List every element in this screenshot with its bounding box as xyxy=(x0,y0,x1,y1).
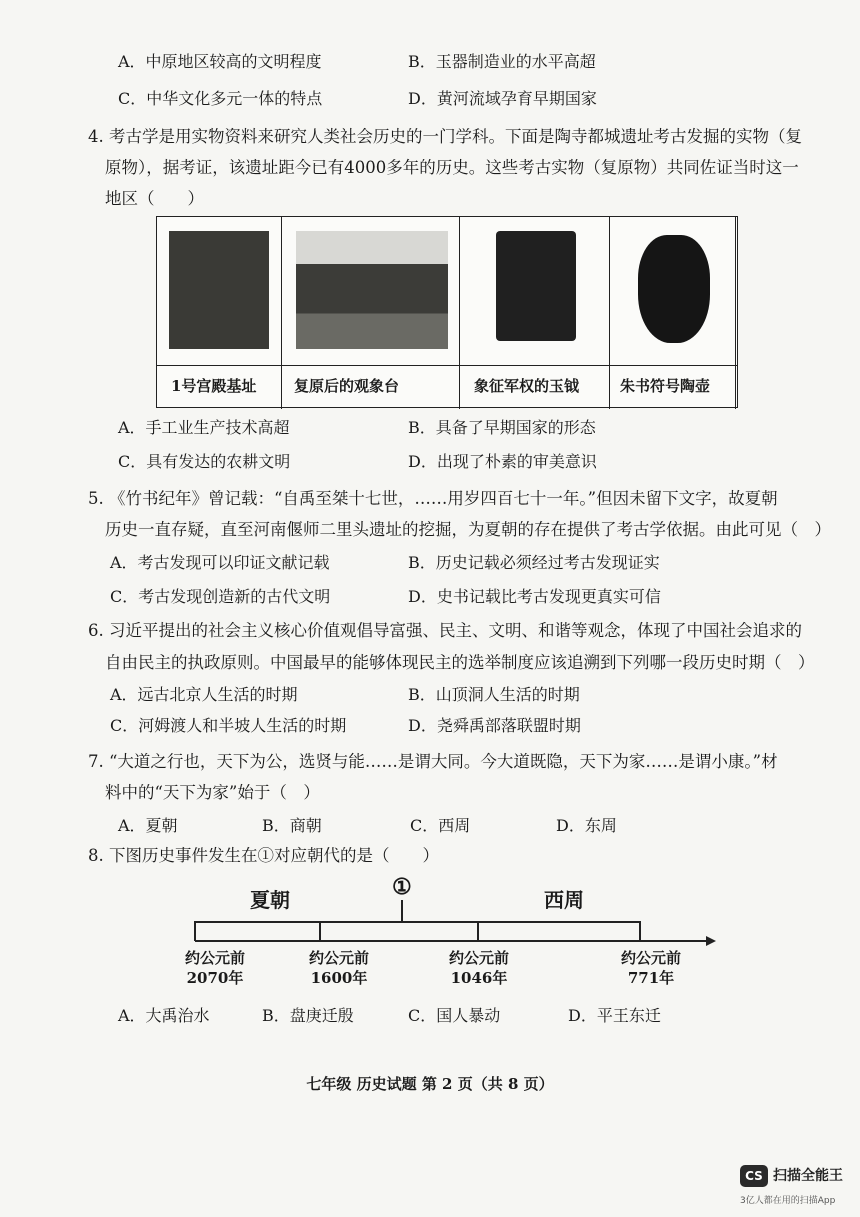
observatory-photo xyxy=(296,231,448,349)
xizhou-bracket xyxy=(478,922,640,932)
tick-label-1046 xyxy=(434,948,524,988)
artifact-cell-jade-axe xyxy=(460,217,610,409)
q3-option-d: D．黄河流域孕育早期国家 xyxy=(408,89,597,108)
q4-option-b: B．具备了早期国家的形态 xyxy=(408,418,596,437)
tick-label-1600 xyxy=(294,948,384,988)
palace-foundation-photo xyxy=(169,231,269,349)
tick-label-bottom: 1600年 xyxy=(310,969,368,987)
camscanner-tagline: 3亿人都在用的扫描App xyxy=(740,1196,836,1206)
q6-stem-line2: 自由民主的执政原则。中国最早的能够体现民主的选举制度应该追溯到下列哪一段历史时期（ ） xyxy=(105,653,815,672)
q4-option-d: D．出现了朴素的审美意识 xyxy=(408,452,597,471)
page-footer: 七年级 历史试题 第 2 页（共 8 页） xyxy=(306,1075,554,1093)
q4-artifact-table xyxy=(156,216,738,408)
xia-bracket xyxy=(195,922,320,932)
q3-option-b: B．玉器制造业的水平高超 xyxy=(408,52,596,71)
q6-option-d: D．尧舜禹部落联盟时期 xyxy=(408,716,581,735)
camscanner-brand: 扫描全能王 xyxy=(773,1168,843,1184)
tick-label-771 xyxy=(606,948,696,988)
q5-option-d: D．史书记载比考古发现更真实可信 xyxy=(408,587,661,606)
era1-bracket xyxy=(320,922,478,932)
q8-option-a: A．大禹治水 xyxy=(118,1006,210,1025)
q6-stem-line1: 6. 习近平提出的社会主义核心价值观倡导富强、民主、文明、和谐等观念，体现了中国社会追求的 xyxy=(88,621,802,640)
q6-option-c: C．河姆渡人和半坡人生活的时期 xyxy=(110,716,347,735)
q7-option-b: B．商朝 xyxy=(262,816,322,835)
table-divider xyxy=(157,365,737,366)
tick-label-bottom: 2070年 xyxy=(186,969,244,987)
tick-label-bottom: 1046年 xyxy=(450,969,508,987)
q8-option-b: B．盘庚迁殷 xyxy=(262,1006,354,1025)
timeline-graphic xyxy=(0,870,860,1000)
tick-label-top: 约公元前 xyxy=(184,949,245,967)
q5-option-b: B．历史记载必须经过考古发现证实 xyxy=(408,553,660,572)
q5-option-c: C．考古发现创造新的古代文明 xyxy=(110,587,331,606)
tick-label-top: 约公元前 xyxy=(620,949,681,967)
q5-option-a: A．考古发现可以印证文献记载 xyxy=(110,553,330,572)
artifact-cell-palace xyxy=(157,217,282,409)
q3-option-c: C．中华文化多元一体的特点 xyxy=(118,89,323,108)
jade-axe-photo xyxy=(496,231,576,341)
q8-stem: 8. 下图历史事件发生在①对应朝代的是（ ） xyxy=(88,846,439,865)
q3-option-a: A．中原地区较高的文明程度 xyxy=(118,52,322,71)
tick-label-top: 约公元前 xyxy=(448,949,509,967)
q7-option-a: A．夏朝 xyxy=(118,816,178,835)
q4-option-a: A．手工业生产技术高超 xyxy=(118,418,290,437)
timeline-arrowhead xyxy=(706,936,716,946)
tick-label-2070 xyxy=(170,948,260,988)
era-label-xizhou: 西周 xyxy=(544,888,584,912)
camscanner-logo-icon: CS xyxy=(740,1165,768,1187)
q5-stem-line1: 5. 《竹书纪年》曾记载：“自禹至桀十七世，……用岁四百七十一年。”但因未留下文字，故夏朝 xyxy=(88,489,778,508)
artifact-cell-observatory xyxy=(282,217,460,409)
caption-palace: 1号宫殿基址 xyxy=(171,377,257,395)
q7-stem-line2: 料中的“天下为家”始于（ ） xyxy=(105,783,320,802)
caption-pottery: 朱书符号陶壶 xyxy=(620,377,711,395)
q6-option-b: B．山顶洞人生活的时期 xyxy=(408,685,580,704)
artifact-cell-pottery xyxy=(610,217,736,409)
caption-jade-axe: 象征军权的玉钺 xyxy=(474,377,580,395)
pottery-pot-photo xyxy=(638,235,710,343)
q7-option-c: C．西周 xyxy=(410,816,471,835)
q6-option-a: A．远古北京人生活的时期 xyxy=(110,685,298,704)
q7-option-d: D．东周 xyxy=(556,816,617,835)
q7-stem-line1: 7. “大道之行也，天下为公，选贤与能……是谓大同。今大道既隐，天下为家……是谓小康。”材 xyxy=(88,752,778,771)
q8-option-c: C．国人暴动 xyxy=(408,1006,501,1025)
tick-label-bottom: 771年 xyxy=(627,969,675,987)
caption-observatory: 复原后的观象台 xyxy=(294,377,400,395)
q8-timeline xyxy=(0,870,860,1000)
tick-label-top: 约公元前 xyxy=(308,949,369,967)
q5-stem-line2: 历史一直存疑，直至河南偃师二里头遗址的挖掘，为夏朝的存在提供了考古学依据。由此可见（ ） xyxy=(105,520,831,539)
q8-option-d: D．平王东迁 xyxy=(568,1006,661,1025)
era-label-circled-1: ① xyxy=(392,874,412,900)
q4-stem-line3: 地区（ ） xyxy=(105,189,204,208)
era-label-xia: 夏朝 xyxy=(250,888,290,912)
q4-option-c: C．具有发达的农耕文明 xyxy=(118,452,291,471)
q4-stem-line1: 4. 考古学是用实物资料来研究人类社会历史的一门学科。下面是陶寺都城遗址考古发掘的实物（复 xyxy=(88,127,802,146)
q4-stem-line2: 原物），据考证，该遗址距今已有4000多年的历史。这些考古实物（复原物）共同佐证当时这一 xyxy=(105,158,799,177)
